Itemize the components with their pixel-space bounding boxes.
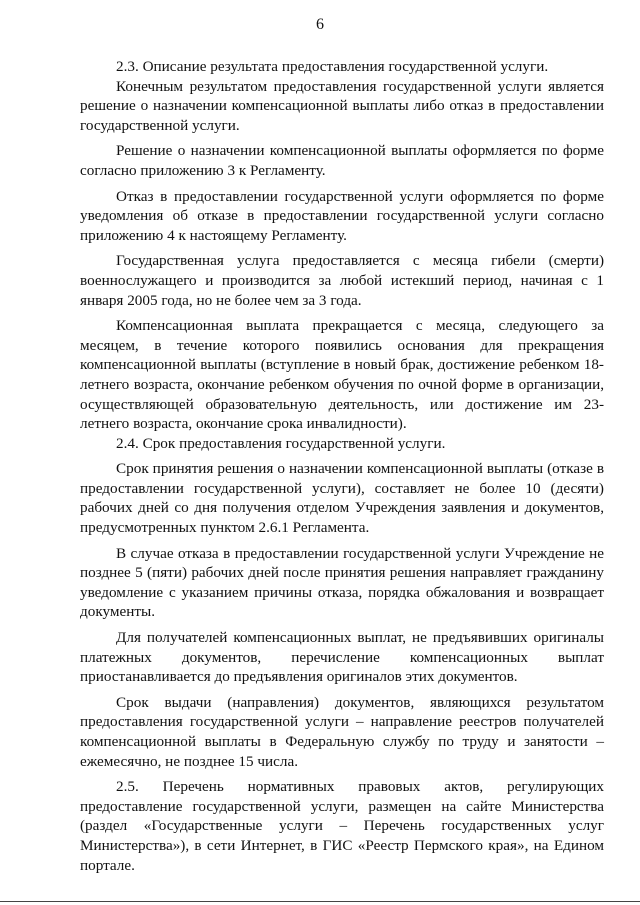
- paragraph-section-2-4-heading: 2.4. Срок предоставления государственной услуги.: [116, 434, 446, 452]
- paragraph-documents-issuance: Срок выдачи (направления) документов, являющихся результатом предоставления государственной услуги – направление реестров получателей компенсационной выплаты в Федеральную службу по труду и занятости – ежемесячно, не позднее 15 числа.: [80, 693, 604, 770]
- page-body: [80, 57, 604, 875]
- paragraph-section-2-5-legal-acts: 2.5. Перечень нормативных правовых актов, регулирующих предоставление государственной услуги, размещен на сайте Министерства (раздел «Государственные услуги – Перечень государственных услуг Министерства»), в сети Интернет, в ГИС «Реестр Пермского края», на Едином портале.: [80, 778, 604, 874]
- paragraph-refusal-form: Отказ в предоставлении государственной услуги оформляется по форме уведомления об отказе в предоставлении государственной услуги согласно приложению 4 к настоящему Регламенту.: [80, 187, 604, 244]
- paragraph-final-result: Конечным результатом предоставления государственной услуги является решение о назначении компенсационной выплаты либо отказ в предоставлении государственной услуги.: [80, 77, 604, 134]
- paragraph-service-period: Государственная услуга предоставляется с месяца гибели (смерти) военнослужащего и производится за любой истекший период, начиная с 1 января 2005 года, но не более чем за 3 года.: [80, 252, 604, 309]
- paragraph-section-2-3-heading: 2.3. Описание результата предоставления государственной услуги.: [116, 58, 549, 75]
- paragraph-payment-termination: Компенсационная выплата прекращается с месяца, следующего за месяцем, в течение которого появились основания для прекращения компенсационной выплаты (вступление в новый брак, достижение ребенком 18-летнего возраста, окончание ребенком обучения по очной форме в организации, осуществляющей образовательную деятельность, или достижение им 23-летнего возраста, окончание срока инвалидности).: [80, 317, 604, 433]
- paragraph-refusal-notice: В случае отказа в предоставлении государственной услуги Учреждение не позднее 5 (пяти) рабочих дней после принятия решения направляет гражданину уведомление с указанием причины отказа, порядка обжалования и возвращает документы.: [80, 544, 604, 621]
- paragraph-decision-form: Решение о назначении компенсационной выплаты оформляется по форме согласно приложению 3 к Регламенту.: [80, 142, 604, 179]
- bottom-edge-line: [0, 901, 640, 902]
- paragraph-originals-suspension: Для получателей компенсационных выплат, не предъявивших оригиналы платежных документов, перечисление компенсационных выплат приостанавливается до предъявления оригиналов этих документов.: [80, 629, 604, 686]
- page-number: 6: [316, 16, 324, 33]
- paragraph-decision-deadline: Срок принятия решения о назначении компенсационной выплаты (отказе в предоставлении государственной услуги), составляет не более 10 (десяти) рабочих дней со дня получения отделом Учреждения заявления и документов, предусмотренных пунктом 2.6.1 Регламента.: [80, 460, 604, 537]
